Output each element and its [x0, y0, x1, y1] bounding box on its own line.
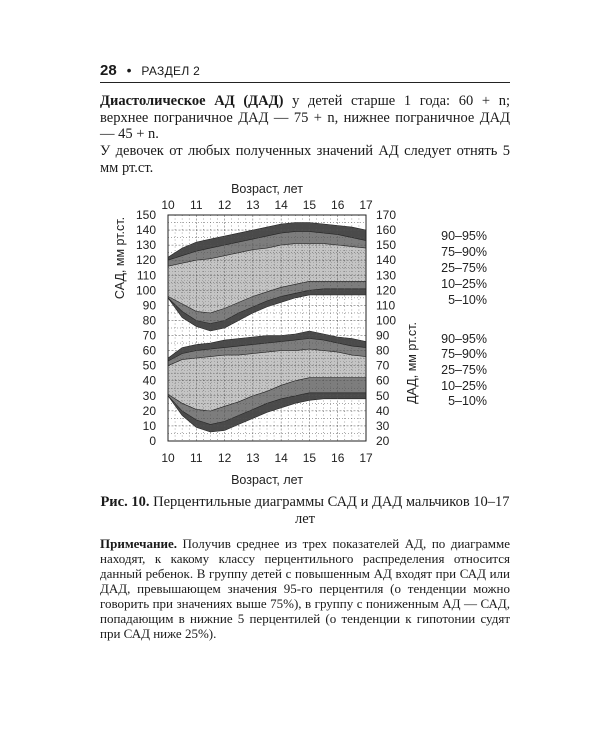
- right-tick-20: 20: [376, 434, 390, 448]
- term-diastolic: Диастолическое АД (ДАД): [100, 93, 284, 109]
- left-tick-100: 100: [135, 283, 156, 298]
- note-text: Получив среднее из трех показателей АД, по диаграмме находят, к какому классу перцентильного распределения относится данный ребенок. В группу детей с повышенным АД входят при САД или ДАД, превышающем значения 95-го перцентиля (о тенденции можно говорить при значениях выше 75%), в группу с пониженным АД — САД, попадающим в нижние 5 перцентилей (о тенденции к гипотонии судят при САД ниже 25%).: [100, 536, 510, 641]
- left-tick-80: 80: [142, 313, 156, 328]
- legend-sad-25-75: 25–75%: [441, 261, 487, 275]
- legend-dad-25-75: 25–75%: [441, 363, 487, 377]
- legend-sad-90-95: 90–95%: [441, 229, 487, 243]
- left-tick-10: 10: [142, 418, 156, 433]
- right-tick-170: 170: [376, 208, 397, 222]
- left-tick-30: 30: [142, 388, 156, 403]
- left-axis-title: САД, мм рт.ст.: [113, 216, 127, 300]
- x-tick-top-11: 11: [190, 198, 203, 212]
- left-tick-130: 130: [135, 238, 156, 253]
- x-tick-top-14: 14: [274, 198, 288, 212]
- x-tick-bottom-11: 11: [190, 451, 203, 465]
- figure-caption: [100, 494, 510, 528]
- x-tick-bottom-17: 17: [359, 451, 373, 465]
- right-tick-150: 150: [376, 238, 397, 253]
- left-tick-90: 90: [142, 298, 156, 313]
- note-paragraph: [100, 536, 510, 641]
- left-tick-0: 0: [149, 434, 156, 448]
- legend-sad-5-10: 5–10%: [448, 293, 487, 307]
- section-title: РАЗДЕЛ 2: [141, 64, 201, 78]
- right-tick-80: 80: [376, 343, 390, 358]
- x-tick-bottom-10: 10: [161, 451, 175, 465]
- legend-dad-5-10: 5–10%: [448, 394, 487, 408]
- left-tick-60: 60: [142, 343, 156, 358]
- x-tick-bottom-15: 15: [302, 451, 317, 465]
- x-tick-top-17: 17: [359, 198, 373, 212]
- header-bullet: •: [126, 62, 132, 78]
- x-tick-top-10: 10: [161, 198, 175, 212]
- legend-dad-75-90: 75–90%: [441, 347, 487, 361]
- x-tick-bottom-13: 13: [246, 451, 260, 465]
- x-axis-title-bottom: Возраст, лет: [231, 473, 303, 487]
- paragraph-girls: У девочек от любых полученных значений АД следует отнять 5 мм рт.ст.: [100, 143, 510, 176]
- right-tick-160: 160: [376, 223, 397, 238]
- legend-dad-90-95: 90–95%: [441, 332, 487, 346]
- x-tick-bottom-14: 14: [274, 451, 288, 465]
- right-tick-50: 50: [376, 388, 390, 403]
- paragraph-diastolic-body: у детей старше 1 года: 60 + n; верхнее пограничное ДАД — 75 + n, нижнее пограничное ДАД — 45 + n.: [100, 93, 510, 142]
- left-tick-50: 50: [142, 358, 156, 373]
- x-tick-top-15: 15: [302, 198, 317, 212]
- left-tick-20: 20: [142, 403, 156, 418]
- right-tick-140: 140: [376, 253, 397, 268]
- x-tick-bottom-16: 16: [331, 451, 345, 465]
- right-tick-90: 90: [376, 328, 390, 343]
- x-tick-top-12: 12: [217, 198, 232, 212]
- figure-label: Рис. 10.: [100, 494, 150, 510]
- right-tick-40: 40: [376, 403, 390, 418]
- left-tick-150: 150: [135, 208, 156, 222]
- left-tick-140: 140: [135, 223, 156, 238]
- right-axis-title: ДАД, мм рт.ст.: [405, 322, 419, 404]
- right-tick-110: 110: [376, 298, 396, 313]
- figure-text: Перцентильные диаграммы САД и ДАД мальчиков 10–17 лет: [149, 494, 510, 527]
- right-tick-120: 120: [376, 283, 397, 298]
- legend-sad-75-90: 75–90%: [441, 245, 487, 259]
- right-tick-70: 70: [376, 358, 390, 373]
- legend-sad: [441, 229, 487, 307]
- right-tick-60: 60: [376, 373, 390, 388]
- note-label: Примечание.: [100, 536, 177, 551]
- left-tick-110: 110: [136, 268, 156, 283]
- left-tick-40: 40: [142, 373, 156, 388]
- right-tick-130: 130: [376, 268, 397, 283]
- right-tick-100: 100: [376, 313, 397, 328]
- legend-dad: [441, 332, 487, 408]
- legend-dad-10-25: 10–25%: [441, 379, 487, 393]
- page-number: 28: [100, 62, 117, 79]
- x-axis-title-top: Возраст, лет: [231, 182, 303, 196]
- right-tick-30: 30: [376, 418, 390, 433]
- left-tick-70: 70: [142, 328, 156, 343]
- left-tick-120: 120: [135, 253, 156, 268]
- legend-sad-10-25: 10–25%: [441, 277, 487, 291]
- x-tick-top-13: 13: [246, 198, 260, 212]
- x-tick-bottom-12: 12: [217, 451, 232, 465]
- x-tick-top-16: 16: [331, 198, 345, 212]
